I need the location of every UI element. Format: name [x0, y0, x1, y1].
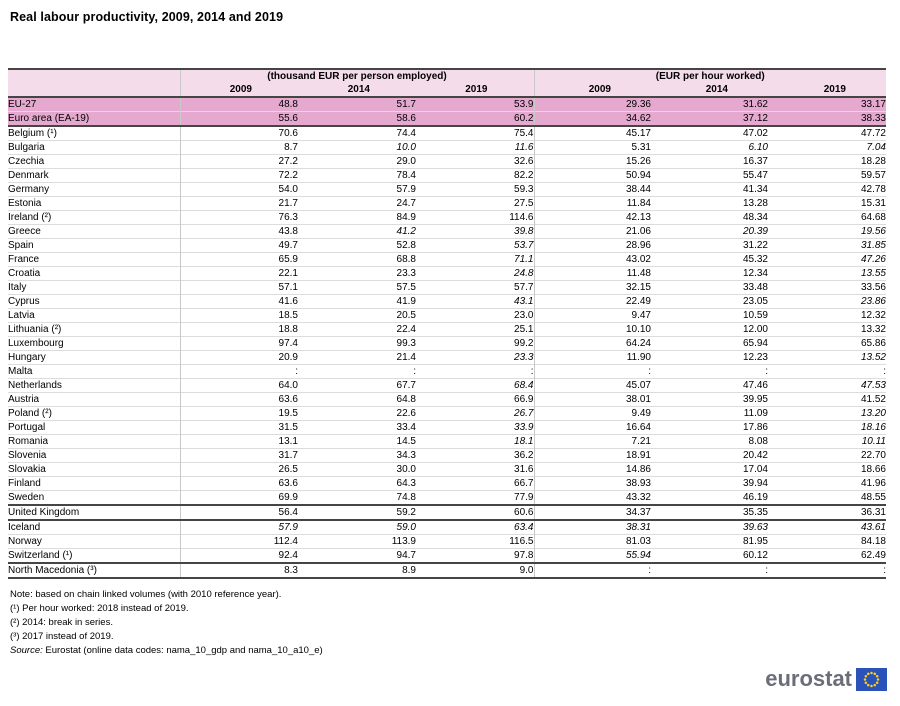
value-cell: 5.31: [631, 142, 651, 153]
corner-cell: [8, 69, 180, 83]
value-cell: 22.1: [278, 268, 298, 279]
value-cell: 50.94: [625, 170, 651, 181]
value-cell: 25.1: [416, 323, 534, 337]
value-cell: 39.95: [742, 394, 768, 405]
value-cell: 11.48: [626, 268, 651, 279]
value-cell: 29.36: [534, 97, 651, 112]
value-cell: :: [648, 565, 651, 576]
table-row: [8, 435, 886, 449]
row-label: Slovenia: [8, 449, 180, 463]
value-cell: 55.6: [180, 112, 298, 127]
footnote-3: (³) 2017 instead of 2019.: [10, 631, 114, 642]
value-cell: 9.47: [631, 310, 651, 321]
value-cell: 45.17: [625, 128, 651, 139]
value-cell: 33.4: [396, 422, 416, 433]
value-cell: 72.2: [278, 170, 298, 181]
value-cell: 59.2: [396, 507, 416, 518]
value-cell: 16.64: [625, 422, 651, 433]
value-cell: 60.2: [416, 112, 534, 127]
row-label: Slovakia: [8, 463, 180, 477]
value-cell: 49.7: [278, 240, 298, 251]
table-row: [8, 112, 886, 127]
value-cell: 55.47: [742, 170, 768, 181]
value-cell: 12.23: [742, 352, 768, 363]
table-row: [8, 197, 886, 211]
row-label: Euro area (EA-19): [8, 112, 180, 127]
value-cell: :: [765, 565, 768, 576]
year-header: 2009: [534, 83, 651, 97]
value-cell: 43.02: [625, 254, 651, 265]
table-row: [8, 183, 886, 197]
row-label: Belgium (¹): [8, 126, 180, 141]
value-cell: 20.42: [742, 450, 768, 461]
value-cell: 13.1: [278, 436, 298, 447]
value-cell: 59.57: [860, 170, 886, 181]
table-row: [8, 253, 886, 267]
value-cell: 15.26: [625, 156, 651, 167]
value-cell: :: [765, 366, 768, 377]
value-cell: 92.4: [278, 550, 298, 561]
value-cell: 74.8: [396, 492, 416, 503]
value-cell: 9.0: [416, 563, 534, 578]
value-cell: 22.4: [396, 324, 416, 335]
productivity-table: [8, 68, 886, 579]
source-line: [10, 644, 323, 658]
value-cell: 39.63: [742, 522, 768, 533]
row-label: France: [8, 253, 180, 267]
row-label: Malta: [8, 365, 180, 379]
value-cell: 23.3: [416, 351, 534, 365]
row-label: Portugal: [8, 421, 180, 435]
value-cell: 13.28: [742, 198, 768, 209]
value-cell: 10.10: [625, 324, 651, 335]
page-title: Real labour productivity, 2009, 2014 and 2019: [10, 10, 284, 24]
value-cell: 11.09: [743, 408, 768, 419]
row-label: Denmark: [8, 169, 180, 183]
value-cell: 65.86: [860, 338, 886, 349]
row-label: Spain: [8, 239, 180, 253]
value-cell: 20.9: [278, 352, 298, 363]
value-cell: 31.22: [742, 240, 768, 251]
value-cell: 39.8: [416, 225, 534, 239]
value-cell: 48.34: [742, 212, 768, 223]
value-cell: 12.00: [742, 324, 768, 335]
value-cell: 38.93: [625, 478, 651, 489]
row-label: Iceland: [8, 520, 180, 535]
table-row: [8, 169, 886, 183]
source-text: Eurostat (online data codes: nama_10_gdp and nama_10_a10_e): [42, 645, 323, 656]
value-cell: 31.5: [278, 422, 298, 433]
value-cell: 35.35: [742, 507, 768, 518]
value-cell: :: [883, 366, 886, 377]
value-cell: 41.6: [278, 296, 298, 307]
value-cell: 57.1: [278, 282, 298, 293]
row-label: Finland: [8, 477, 180, 491]
value-cell: 26.7: [416, 407, 534, 421]
value-cell: 32.15: [625, 282, 651, 293]
value-cell: 41.52: [860, 394, 886, 405]
table-row: [8, 239, 886, 253]
value-cell: 28.96: [625, 240, 651, 251]
year-header: 2014: [298, 83, 416, 97]
row-label: Czechia: [8, 155, 180, 169]
value-cell: 34.62: [534, 112, 651, 127]
row-label: Cyprus: [8, 295, 180, 309]
value-cell: 38.33: [768, 112, 886, 127]
table-row: [8, 563, 886, 578]
value-cell: 68.8: [396, 254, 416, 265]
row-label: Sweden: [8, 491, 180, 506]
value-cell: 8.08: [748, 436, 768, 447]
value-cell: 27.2: [278, 156, 298, 167]
table-row: [8, 225, 886, 239]
value-cell: 13.20: [860, 408, 886, 419]
value-cell: 36.31: [860, 507, 886, 518]
value-cell: 8.3: [284, 565, 298, 576]
value-cell: 19.56: [860, 226, 886, 237]
year-header: 2009: [180, 83, 298, 97]
year-header: 2019: [768, 83, 886, 97]
value-cell: 112.4: [273, 536, 298, 547]
value-cell: 13.32: [860, 324, 886, 335]
value-cell: 82.2: [416, 169, 534, 183]
row-label: Estonia: [8, 197, 180, 211]
table-row: [8, 491, 886, 506]
table-row: [8, 379, 886, 393]
value-cell: 15.31: [860, 198, 886, 209]
value-cell: 77.9: [416, 491, 534, 506]
value-cell: 99.2: [416, 337, 534, 351]
value-cell: 63.6: [278, 478, 298, 489]
table-row: [8, 155, 886, 169]
value-cell: 13.55: [860, 268, 886, 279]
value-cell: 78.4: [396, 170, 416, 181]
value-cell: 10.11: [861, 436, 886, 447]
value-cell: 94.7: [396, 550, 416, 561]
value-cell: 18.8: [278, 324, 298, 335]
row-label: Luxembourg: [8, 337, 180, 351]
value-cell: 11.90: [626, 352, 651, 363]
value-cell: 114.6: [416, 211, 534, 225]
value-cell: 22.6: [396, 408, 416, 419]
eu-flag-icon: [856, 668, 887, 691]
table-row: [8, 126, 886, 141]
value-cell: 26.5: [278, 464, 298, 475]
value-cell: 47.46: [742, 380, 768, 391]
table-row: [8, 351, 886, 365]
row-label: United Kingdom: [8, 505, 180, 520]
table-row: [8, 449, 886, 463]
value-cell: 24.7: [396, 198, 416, 209]
value-cell: 41.34: [742, 184, 768, 195]
value-cell: 21.06: [625, 226, 651, 237]
table-row: [8, 211, 886, 225]
value-cell: :: [648, 366, 651, 377]
group-header-per-person: (thousand EUR per person employed): [180, 69, 534, 83]
value-cell: 33.17: [768, 97, 886, 112]
value-cell: 11.6: [416, 141, 534, 155]
value-cell: 23.0: [416, 309, 534, 323]
value-cell: 97.8: [416, 549, 534, 564]
value-cell: 47.02: [742, 128, 768, 139]
row-label: Lithuania (²): [8, 323, 180, 337]
value-cell: 45.32: [742, 254, 768, 265]
value-cell: 18.16: [860, 422, 886, 433]
table-row: [8, 365, 886, 379]
row-label: Romania: [8, 435, 180, 449]
value-cell: 41.96: [860, 478, 886, 489]
value-cell: 20.5: [396, 310, 416, 321]
value-cell: 42.78: [860, 184, 886, 195]
row-label: Germany: [8, 183, 180, 197]
eurostat-logo: [765, 666, 887, 692]
table-row: [8, 477, 886, 491]
value-cell: 41.2: [396, 226, 416, 237]
value-cell: 53.9: [416, 97, 534, 112]
value-cell: 31.85: [860, 240, 886, 251]
value-cell: 64.3: [396, 478, 416, 489]
value-cell: 14.86: [625, 464, 651, 475]
value-cell: 11.84: [626, 198, 651, 209]
value-cell: 42.13: [625, 212, 651, 223]
value-cell: 43.8: [278, 226, 298, 237]
value-cell: 53.7: [416, 239, 534, 253]
table-row: [8, 535, 886, 549]
value-cell: 60.12: [742, 550, 768, 561]
value-cell: 75.4: [416, 126, 534, 141]
value-cell: 69.9: [278, 492, 298, 503]
value-cell: 66.9: [416, 393, 534, 407]
value-cell: 64.68: [860, 212, 886, 223]
value-cell: 70.6: [278, 128, 298, 139]
value-cell: 57.7: [416, 281, 534, 295]
row-label: Italy: [8, 281, 180, 295]
row-label: Switzerland (¹): [8, 549, 180, 564]
value-cell: 8.7: [284, 142, 298, 153]
value-cell: 8.9: [402, 565, 416, 576]
value-cell: 30.0: [396, 464, 416, 475]
eurostat-wordmark: eurostat: [765, 666, 852, 691]
value-cell: 22.49: [625, 296, 651, 307]
value-cell: 57.5: [396, 282, 416, 293]
value-cell: 63.4: [416, 520, 534, 535]
row-label: North Macedonia (³): [8, 563, 180, 578]
value-cell: 27.5: [416, 197, 534, 211]
value-cell: 116.5: [416, 535, 534, 549]
table-row: [8, 407, 886, 421]
value-cell: 48.55: [860, 492, 886, 503]
value-cell: 62.49: [860, 550, 886, 561]
table-row: [8, 463, 886, 477]
table-row: [8, 309, 886, 323]
value-cell: 38.01: [625, 394, 651, 405]
note-line: Note: based on chain linked volumes (with 2010 reference year).: [10, 589, 282, 600]
value-cell: 64.0: [278, 380, 298, 391]
value-cell: 48.8: [180, 97, 298, 112]
value-cell: 29.0: [396, 156, 416, 167]
value-cell: 38.44: [625, 184, 651, 195]
value-cell: 58.6: [298, 112, 416, 127]
value-cell: 16.37: [742, 156, 768, 167]
value-cell: 81.95: [742, 536, 768, 547]
value-cell: 43.32: [625, 492, 651, 503]
table-row: [8, 549, 886, 564]
value-cell: 33.9: [416, 421, 534, 435]
footnote-2: (²) 2014: break in series.: [10, 617, 113, 628]
value-cell: 74.4: [396, 128, 416, 139]
value-cell: :: [883, 565, 886, 576]
value-cell: 65.9: [278, 254, 298, 265]
value-cell: 68.4: [416, 379, 534, 393]
table-row: [8, 323, 886, 337]
value-cell: 84.9: [396, 212, 416, 223]
value-cell: 23.86: [860, 296, 886, 307]
table-row: [8, 281, 886, 295]
value-cell: 31.7: [278, 450, 298, 461]
value-cell: 31.62: [651, 97, 768, 112]
value-cell: 97.4: [278, 338, 298, 349]
value-cell: 31.6: [416, 463, 534, 477]
row-label: Norway: [8, 535, 180, 549]
value-cell: 59.0: [396, 522, 416, 533]
row-label: Hungary: [8, 351, 180, 365]
value-cell: 56.4: [278, 507, 298, 518]
value-cell: 12.32: [860, 310, 886, 321]
value-cell: 17.86: [742, 422, 768, 433]
value-cell: 18.1: [416, 435, 534, 449]
value-cell: 64.8: [396, 394, 416, 405]
value-cell: 18.5: [278, 310, 298, 321]
value-cell: 20.39: [742, 226, 768, 237]
value-cell: 10.59: [742, 310, 768, 321]
row-label: Bulgaria: [8, 141, 180, 155]
value-cell: 33.48: [742, 282, 768, 293]
value-cell: :: [295, 366, 298, 377]
value-cell: 47.72: [860, 128, 886, 139]
row-label: Poland (²): [8, 407, 180, 421]
value-cell: 66.7: [416, 477, 534, 491]
value-cell: 46.19: [742, 492, 768, 503]
table-row: [8, 505, 886, 520]
value-cell: 57.9: [278, 522, 298, 533]
value-cell: 47.53: [860, 380, 886, 391]
row-label: Latvia: [8, 309, 180, 323]
table-header: [8, 69, 886, 97]
group-header-row: [8, 69, 886, 83]
value-cell: 47.26: [860, 254, 886, 265]
row-label: Croatia: [8, 267, 180, 281]
value-cell: 23.05: [742, 296, 768, 307]
value-cell: 45.07: [625, 380, 651, 391]
row-label: Ireland (²): [8, 211, 180, 225]
value-cell: 60.6: [416, 505, 534, 520]
value-cell: 36.2: [416, 449, 534, 463]
value-cell: 21.7: [278, 198, 298, 209]
group-header-per-hour: (EUR per hour worked): [534, 69, 886, 83]
row-label: Greece: [8, 225, 180, 239]
value-cell: 34.37: [625, 507, 651, 518]
value-cell: 14.5: [396, 436, 416, 447]
table-row: [8, 337, 886, 351]
value-cell: 9.49: [631, 408, 651, 419]
value-cell: :: [413, 366, 416, 377]
value-cell: 6.10: [748, 142, 768, 153]
value-cell: 51.7: [298, 97, 416, 112]
table-row: [8, 141, 886, 155]
value-cell: 84.18: [860, 536, 886, 547]
value-cell: 21.4: [396, 352, 416, 363]
footnotes: [10, 588, 323, 658]
value-cell: 37.12: [651, 112, 768, 127]
table-row: [8, 421, 886, 435]
value-cell: 17.04: [742, 464, 768, 475]
value-cell: 24.8: [416, 267, 534, 281]
row-label: Austria: [8, 393, 180, 407]
value-cell: 52.8: [396, 240, 416, 251]
value-cell: 55.94: [625, 550, 651, 561]
year-header-row: [8, 83, 886, 97]
table-row: [8, 97, 886, 112]
value-cell: 57.9: [396, 184, 416, 195]
value-cell: 43.61: [860, 522, 886, 533]
value-cell: 18.66: [860, 464, 886, 475]
value-cell: 65.94: [742, 338, 768, 349]
value-cell: 18.28: [860, 156, 886, 167]
value-cell: 18.91: [625, 450, 651, 461]
row-label: EU-27: [8, 97, 180, 112]
table-row: [8, 393, 886, 407]
value-cell: 71.1: [416, 253, 534, 267]
table-row: [8, 295, 886, 309]
value-cell: 67.7: [396, 380, 416, 391]
value-cell: :: [416, 365, 534, 379]
source-label: Source:: [10, 645, 43, 656]
value-cell: 113.9: [391, 536, 416, 547]
year-header: 2019: [416, 83, 534, 97]
value-cell: 22.70: [860, 450, 886, 461]
value-cell: 64.24: [625, 338, 651, 349]
value-cell: 19.5: [278, 408, 298, 419]
value-cell: 34.3: [396, 450, 416, 461]
value-cell: 33.56: [860, 282, 886, 293]
year-header: 2014: [651, 83, 768, 97]
value-cell: 63.6: [278, 394, 298, 405]
value-cell: 13.52: [860, 352, 886, 363]
value-cell: 59.3: [416, 183, 534, 197]
value-cell: 23.3: [396, 268, 416, 279]
table-row: [8, 520, 886, 535]
value-cell: 43.1: [416, 295, 534, 309]
value-cell: 38.31: [625, 522, 651, 533]
value-cell: 39.94: [742, 478, 768, 489]
value-cell: 10.0: [396, 142, 416, 153]
value-cell: 7.21: [631, 436, 651, 447]
value-cell: 54.0: [278, 184, 298, 195]
table-row: [8, 267, 886, 281]
row-label: Netherlands: [8, 379, 180, 393]
table-body: [8, 97, 886, 578]
value-cell: 12.34: [742, 268, 768, 279]
value-cell: 41.9: [396, 296, 416, 307]
corner-cell: [8, 83, 180, 97]
value-cell: 81.03: [625, 536, 651, 547]
value-cell: 32.6: [416, 155, 534, 169]
footnote-1: (¹) Per hour worked: 2018 instead of 2019.: [10, 603, 189, 614]
value-cell: 7.04: [866, 142, 886, 153]
value-cell: 99.3: [396, 338, 416, 349]
value-cell: 76.3: [278, 212, 298, 223]
